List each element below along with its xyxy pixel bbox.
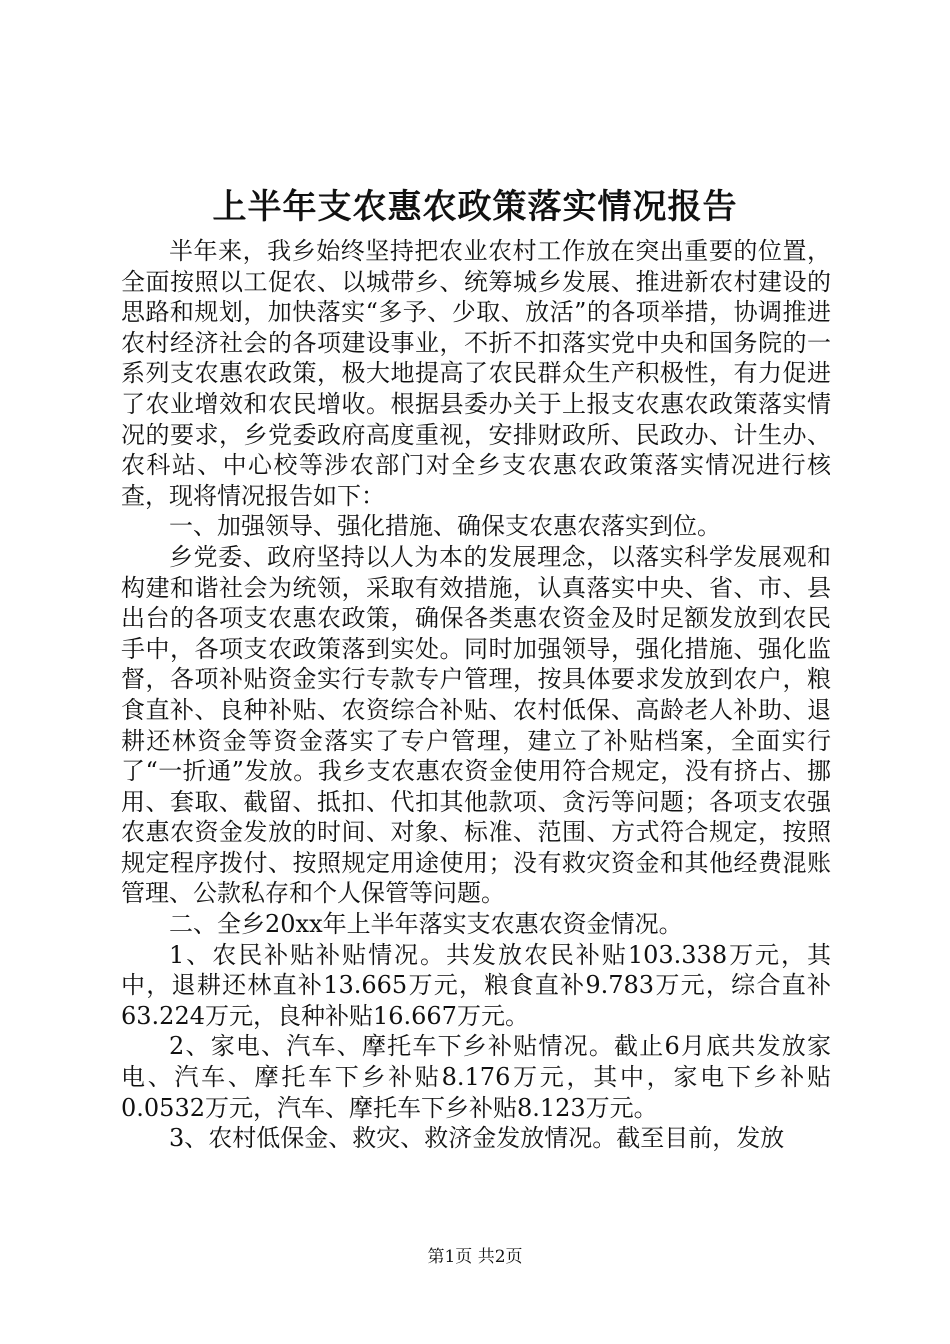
paragraph-section-1: 乡党委、政府坚持以人为本的发展理念，以落实科学发展观和构建和谐社会为统领，采取有效措施，认真落实中央、省、市、县出台的各项支农惠农政策，确保各类惠农资金及时足额发放到农民手中，各项支农政策落到实处。同时加强领导，强化措施、强化监督，各项补贴资金实行专款专户管理，按具体要求发放到农户，粮食直补、良种补贴、农资综合补贴、农村低保、高龄老人补助、退耕还林资金等资金落实了专户管理，建立了补贴档案，全面实行了“一折通”发放。我乡支农惠农资金使用符合规定，没有挤占、挪用、套取、截留、抵扣、代扣其他款项、贪污等问题；各项支农强农惠农资金发放的时间、对象、标准、范围、方式符合规定，按照规定程序拨付、按照规定用途使用；没有救灾资金和其他经费混账管理、公款私存和个人保管等问题。 [121,542,831,908]
paragraph-farmer-subsidy: 1、农民补贴补贴情况。共发放农民补贴103.338万元，其中，退耕还林直补13.665万元，粮食直补9.783万元，综合直补63.224万元，良种补贴16.667万元。 [121,940,831,1030]
heading-section-1: 一、加强领导、强化措施、确保支农惠农落实到位。 [169,512,721,541]
paragraph-intro: 半年来，我乡始终坚持把农业农村工作放在突出重要的位置，全面按照以工促农、以城带乡、统筹城乡发展、推进新农村建设的思路和规划，加快落实“多予、少取、放活”的各项举措，协调推进农村经济社会的各项建设事业，不折不扣落实党中央和国务院的一系列支农惠农政策，极大地提高了农民群众生产积极性，有力促进了农业增效和农民增收。根据县委办关于上报支农惠农政策落实情况的要求，乡党委政府高度重视，安排财政所、民政办、计生办、农科站、中心校等涉农部门对全乡支农惠农政策落实情况进行核查，现将情况报告如下： [121,237,831,510]
page-number-footer: 第1页 共2页 [427,1247,523,1267]
paragraph-appliance-subsidy: 2、家电、汽车、摩托车下乡补贴情况。截止6月底共发放家电、汽车、摩托车下乡补贴8.176万元，其中，家电下乡补贴0.0532万元，汽车、摩托车下乡补贴8.123万元。 [121,1032,831,1122]
paragraph-low-income-relief: 3、农村低保金、救灾、救济金发放情况。截至目前，发放 [169,1124,785,1153]
document-body [121,236,831,1154]
heading-section-2: 二、全乡20xx年上半年落实支农惠农资金情况。 [169,910,683,939]
document-title: 上半年支农惠农政策落实情况报告 [212,187,738,227]
